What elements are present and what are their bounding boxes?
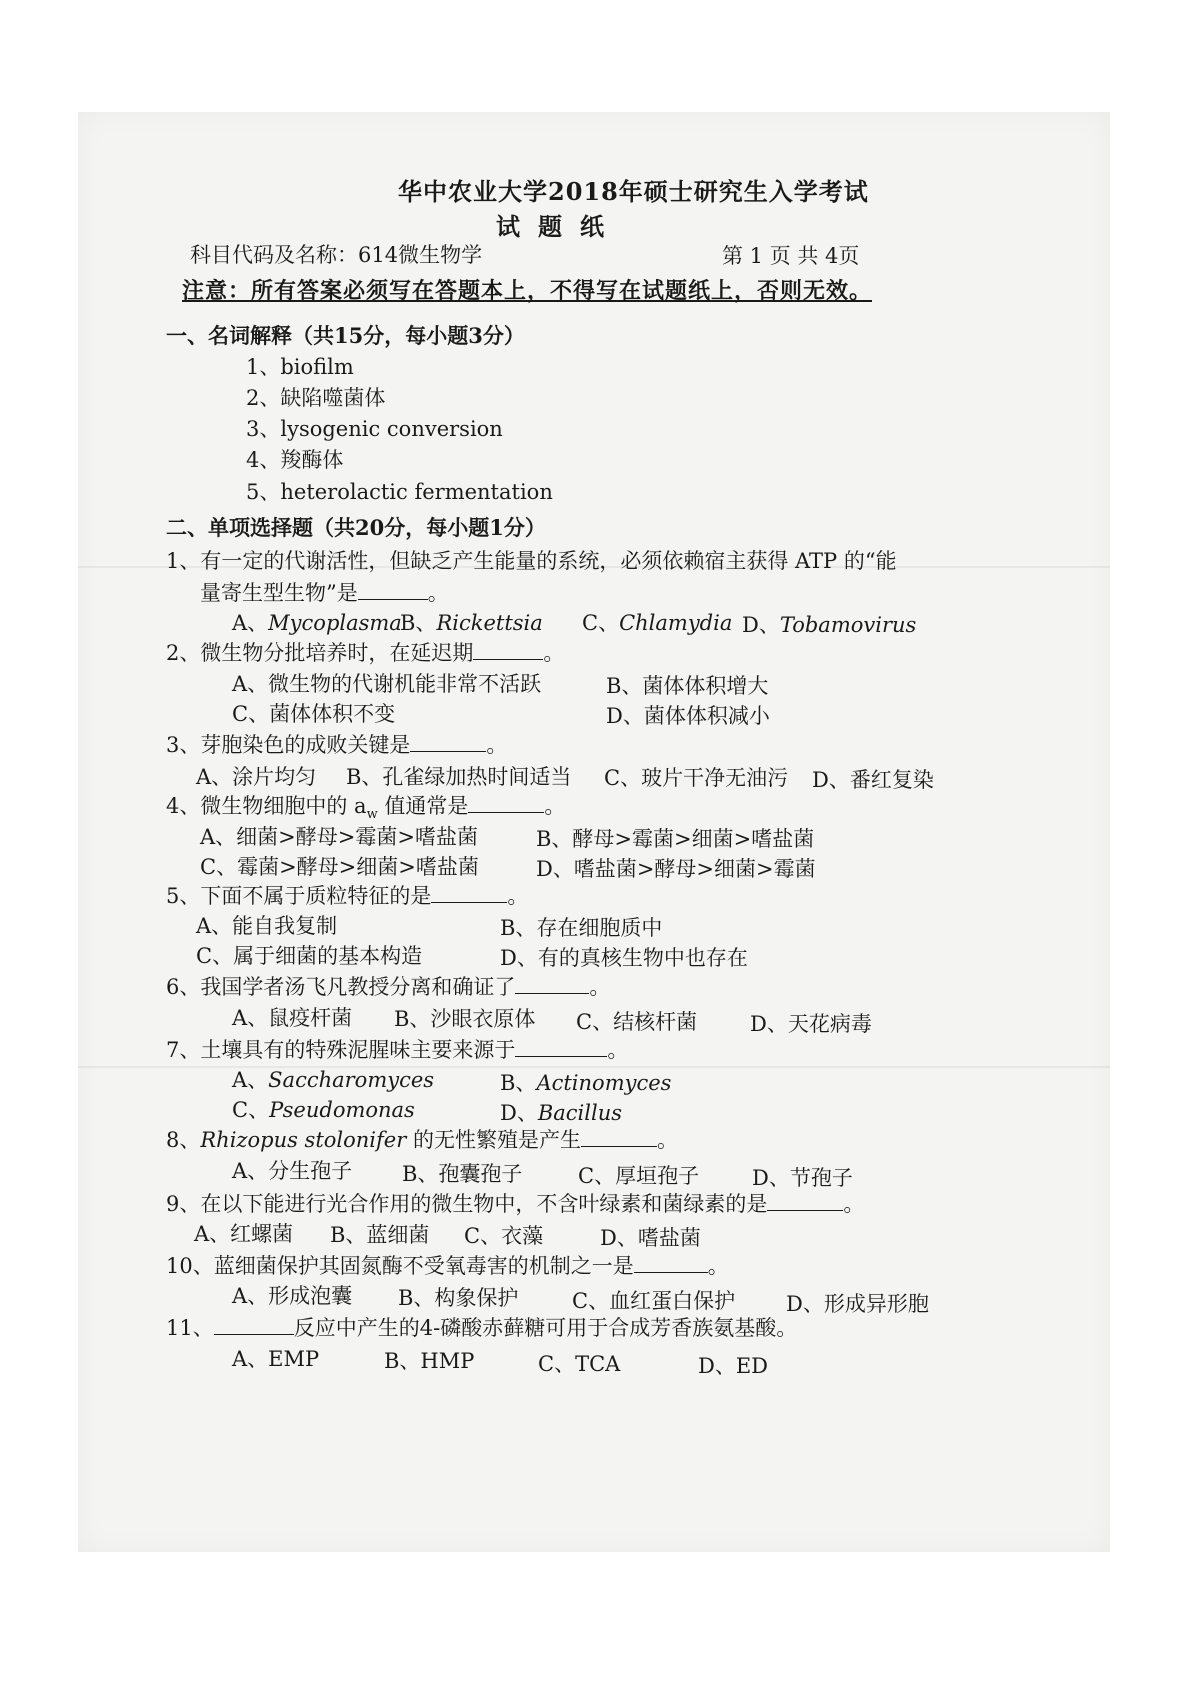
answer-blank [473, 641, 543, 660]
question-6 [166, 971, 610, 1001]
q10-option-a: A、形成泡囊 [232, 1284, 353, 1308]
q3-option-c: C、玻片干净无油污 [604, 766, 789, 790]
q1-option-b [400, 607, 543, 637]
option-text: Pseudomonas [269, 1098, 415, 1122]
q2-option-d: D、菌体体积减小 [606, 704, 770, 728]
q3-option-b: B、孔雀绿加热时间适当 [346, 765, 572, 789]
q1-option-c [582, 607, 732, 637]
option-letter: A、 [232, 1068, 269, 1092]
answer-blank [358, 581, 428, 600]
term-item: 4、羧酶体 [246, 448, 344, 472]
question-4-text-cont: 值通常是 [377, 794, 469, 818]
q5-option-b: B、存在细胞质中 [500, 916, 663, 940]
subject-code-name: 科目代码及名称：614微生物学 [190, 243, 483, 267]
question-5-text: 5、下面不属于质粒特征的是 [166, 884, 432, 908]
q9-option-c: C、衣藻 [464, 1224, 544, 1248]
question-4-end: 。 [544, 794, 566, 818]
question-11-text: 反应中产生的4-磷酸赤藓糖可用于合成芳香族氨基酸。 [293, 1316, 798, 1340]
question-11 [166, 1312, 797, 1342]
option-letter: C、 [232, 1098, 270, 1122]
q11-option-d: D、ED [698, 1354, 769, 1378]
question-1-line2 [200, 577, 449, 607]
question-6-end: 。 [589, 975, 611, 999]
question-3-text: 3、芽胞染色的成败关键是 [166, 733, 411, 757]
answer-blank [515, 1038, 607, 1057]
question-7 [166, 1034, 628, 1064]
option-text: Chlamydia [619, 611, 733, 635]
q4-option-c: C、霉菌>酵母>细菌>嗜盐菌 [200, 855, 479, 879]
q5-option-a: A、能自我复制 [196, 914, 338, 938]
q3-option-d: D、番红复染 [812, 768, 934, 792]
question-8-number: 8、 [166, 1128, 201, 1152]
exam-subtitle: 试题纸 [496, 212, 622, 241]
question-7-end: 。 [607, 1038, 629, 1062]
term-item: 1、biofilm [246, 355, 354, 379]
q3-option-a: A、涂片均匀 [196, 765, 317, 789]
answer-blank [214, 1316, 294, 1335]
q6-option-c: C、结核杆菌 [576, 1010, 698, 1034]
q11-option-a: A、EMP [232, 1347, 320, 1371]
question-4-text: 4、微生物细胞中的 a [166, 794, 367, 818]
question-5-end: 。 [507, 884, 529, 908]
q8-option-c: C、厚垣孢子 [578, 1164, 700, 1188]
option-letter: C、 [582, 611, 620, 635]
q4-option-a: A、细菌>酵母>霉菌>嗜盐菌 [200, 825, 478, 849]
q6-option-a: A、鼠疫杆菌 [232, 1006, 353, 1030]
question-8-end: 。 [656, 1128, 678, 1152]
q9-option-a: A、红螺菌 [194, 1222, 294, 1246]
option-text: Bacillus [537, 1101, 623, 1125]
question-1-end: 。 [427, 581, 449, 605]
answer-blank [581, 1128, 657, 1147]
option-letter: D、 [500, 1101, 538, 1125]
q5-option-c: C、属于细菌的基本构造 [196, 944, 423, 968]
q9-option-b: B、蓝细菌 [330, 1223, 430, 1247]
q6-option-b: B、沙眼衣原体 [394, 1007, 536, 1031]
answer-blank [634, 1254, 708, 1273]
question-2-end: 。 [543, 641, 565, 665]
water-activity-subscript: w [366, 807, 378, 823]
question-4 [166, 790, 565, 822]
q7-option-c [232, 1094, 415, 1124]
question-3 [166, 729, 507, 759]
q11-option-c: C、TCA [538, 1352, 621, 1376]
question-1-line1: 1、有一定的代谢活性，但缺乏产生能量的系统，必须依赖宿主获得 ATP 的“能 [166, 549, 897, 573]
question-6-text: 6、我国学者汤飞凡教授分离和确证了 [166, 975, 516, 999]
q5-option-d: D、有的真核生物中也存在 [500, 946, 748, 970]
question-8 [166, 1124, 678, 1154]
q10-option-c: C、血红蛋白保护 [572, 1289, 736, 1313]
q11-option-b: B、HMP [384, 1349, 475, 1373]
q7-option-a [232, 1064, 434, 1094]
question-9 [166, 1188, 864, 1218]
section-heading-terms: 一、名词解释（共15分，每小题3分） [166, 323, 525, 348]
question-11-number: 11、 [166, 1316, 214, 1340]
option-text: Tobamovirus [779, 613, 917, 637]
option-letter: D、 [742, 613, 780, 637]
answer-blank [515, 975, 589, 994]
q4-option-b: B、酵母>霉菌>细菌>嗜盐菌 [536, 827, 815, 851]
question-10-end: 。 [707, 1254, 729, 1278]
term-item: 3、lysogenic conversion [246, 417, 503, 441]
q8-option-b: B、孢囊孢子 [402, 1162, 523, 1186]
q9-option-d: D、嗜盐菌 [600, 1226, 701, 1250]
question-9-end: 。 [843, 1192, 865, 1216]
species-name: Rhizopus stolonifer [200, 1128, 407, 1152]
exam-title: 华中农业大学2018年硕士研究生入学考试 [398, 177, 869, 206]
term-item: 2、缺陷噬菌体 [246, 386, 386, 410]
question-10-text: 10、蓝细菌保护其固氮酶不受氧毒害的机制之一是 [166, 1254, 634, 1278]
answer-blank [431, 884, 507, 903]
q4-option-d: D、嗜盐菌>酵母>细菌>霉菌 [536, 857, 816, 881]
question-1-text: 量寄生型生物”是 [200, 581, 358, 605]
option-letter: B、 [400, 611, 437, 635]
q2-option-b: B、菌体体积增大 [606, 674, 769, 698]
question-3-end: 。 [486, 733, 508, 757]
q10-option-b: B、构象保护 [398, 1286, 519, 1310]
q8-option-a: A、分生孢子 [232, 1159, 353, 1183]
q1-option-d [742, 609, 916, 639]
option-text: Actinomyces [536, 1071, 672, 1095]
option-text: Saccharomyces [268, 1068, 435, 1092]
page-info: 第 1 页 共 4页 [722, 244, 860, 268]
q6-option-d: D、天花病毒 [750, 1012, 872, 1036]
question-8-text: 的无性繁殖是产生 [406, 1128, 581, 1152]
q2-option-a: A、微生物的代谢机能非常不活跃 [232, 672, 542, 696]
option-text: Mycoplasma [268, 611, 402, 635]
q2-option-c: C、菌体体积不变 [232, 702, 396, 726]
question-5 [166, 880, 528, 910]
q7-option-b [500, 1067, 671, 1097]
option-text: Rickettsia [436, 611, 543, 635]
question-7-text: 7、土壤具有的特殊泥腥味主要来源于 [166, 1038, 516, 1062]
answer-blank [468, 794, 544, 813]
q1-option-a [232, 607, 402, 637]
q8-option-d: D、节孢子 [752, 1166, 853, 1190]
question-9-text: 9、在以下能进行光合作用的微生物中，不含叶绿素和菌绿素的是 [166, 1192, 768, 1216]
option-letter: A、 [232, 611, 269, 635]
q7-option-d [500, 1097, 622, 1127]
option-letter: B、 [500, 1071, 537, 1095]
term-item: 5、heterolactic fermentation [246, 480, 553, 504]
question-2-text: 2、微生物分批培养时，在延迟期 [166, 641, 474, 665]
notice-line: 注意：所有答案必须写在答题本上，不得写在试题纸上，否则无效。 [182, 278, 873, 304]
answer-blank [767, 1192, 843, 1211]
question-2 [166, 637, 564, 667]
section-heading-choice: 二、单项选择题（共20分，每小题1分） [166, 515, 546, 540]
q10-option-d: D、形成异形胞 [786, 1292, 929, 1316]
answer-blank [410, 733, 486, 752]
question-10 [166, 1250, 729, 1280]
